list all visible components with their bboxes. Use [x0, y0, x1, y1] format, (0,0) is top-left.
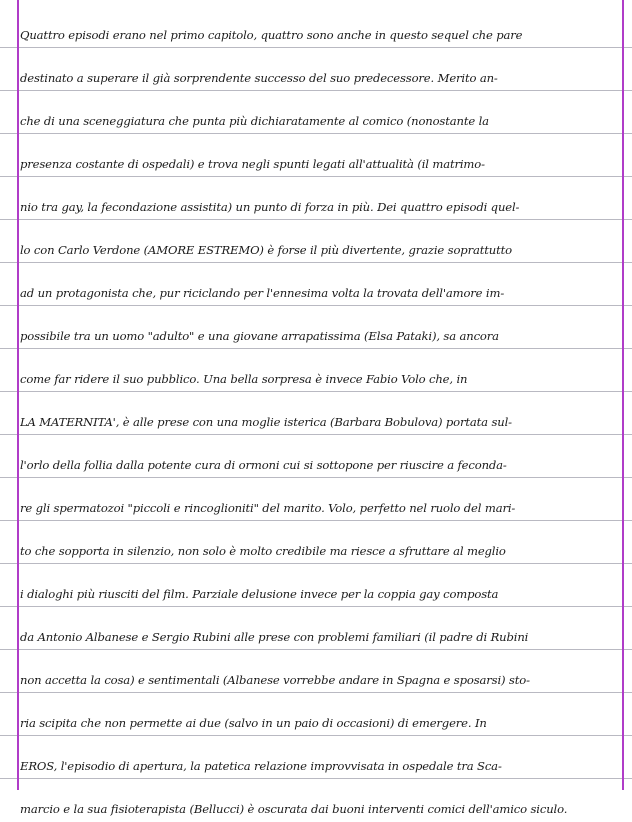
text-line: non accetta la cosa) e sentimentali (Albanese vorrebbe andare in Spagna e sposarsi) sto- [20, 673, 530, 687]
handwritten-text [20, 0, 618, 822]
text-line: da Antonio Albanese e Sergio Rubini alle prese con problemi familiari (il padre di Rubini [20, 630, 529, 644]
text-line: marcio e la sua fisioterapista (Bellucci) è oscurata dai buoni interventi comici dell'amico siculo. [20, 802, 568, 816]
text-line: LA MATERNITA', è alle prese con una moglie isterica (Barbara Bobulova) portata sul- [20, 415, 512, 429]
right-margin-rule [622, 0, 624, 790]
text-line: lo con Carlo Verdone (AMORE ESTREMO) è forse il più divertente, grazie soprattutto [20, 243, 512, 257]
text-line: l'orlo della follia dalla potente cura di ormoni cui si sottopone per riuscire a feconda- [20, 458, 507, 472]
text-line: che di una sceneggiatura che punta più dichiaratamente al comico (nonostante la [20, 114, 489, 128]
text-line: re gli spermatozoi "piccoli e rincoglioniti" del marito. Volo, perfetto nel ruolo del mari- [20, 501, 516, 515]
text-line: destinato a superare il già sorprendente successo del suo predecessore. Merito an- [20, 71, 498, 85]
left-margin-rule [17, 0, 19, 790]
text-line: nio tra gay, la fecondazione assistita) un punto di forza in più. Dei quattro episodi quel- [20, 200, 520, 214]
text-line: i dialoghi più riusciti del film. Parziale delusione invece per la coppia gay composta [20, 587, 499, 601]
text-line: ria scipita che non permette ai due (salvo in un paio di occasioni) di emergere. In [20, 716, 487, 730]
text-line: Quattro episodi erano nel primo capitolo, quattro sono anche in questo sequel che pare [20, 28, 523, 42]
text-line: possibile tra un uomo "adulto" e una giovane arrapatissima (Elsa Pataki), sa ancora [20, 329, 499, 343]
text-line: EROS, l'episodio di apertura, la patetica relazione improvvisata in ospedale tra Sca- [20, 759, 502, 773]
text-line: come far ridere il suo pubblico. Una bella sorpresa è invece Fabio Volo che, in [20, 372, 468, 386]
text-line: presenza costante di ospedali) e trova negli spunti legati all'attualità (il matrimo- [20, 157, 485, 171]
text-line: to che sopporta in silenzio, non solo è molto credibile ma riesce a sfruttare al meglio [20, 544, 506, 558]
text-line: ad un protagonista che, pur riciclando per l'ennesima volta la trovata dell'amore im- [20, 286, 505, 300]
